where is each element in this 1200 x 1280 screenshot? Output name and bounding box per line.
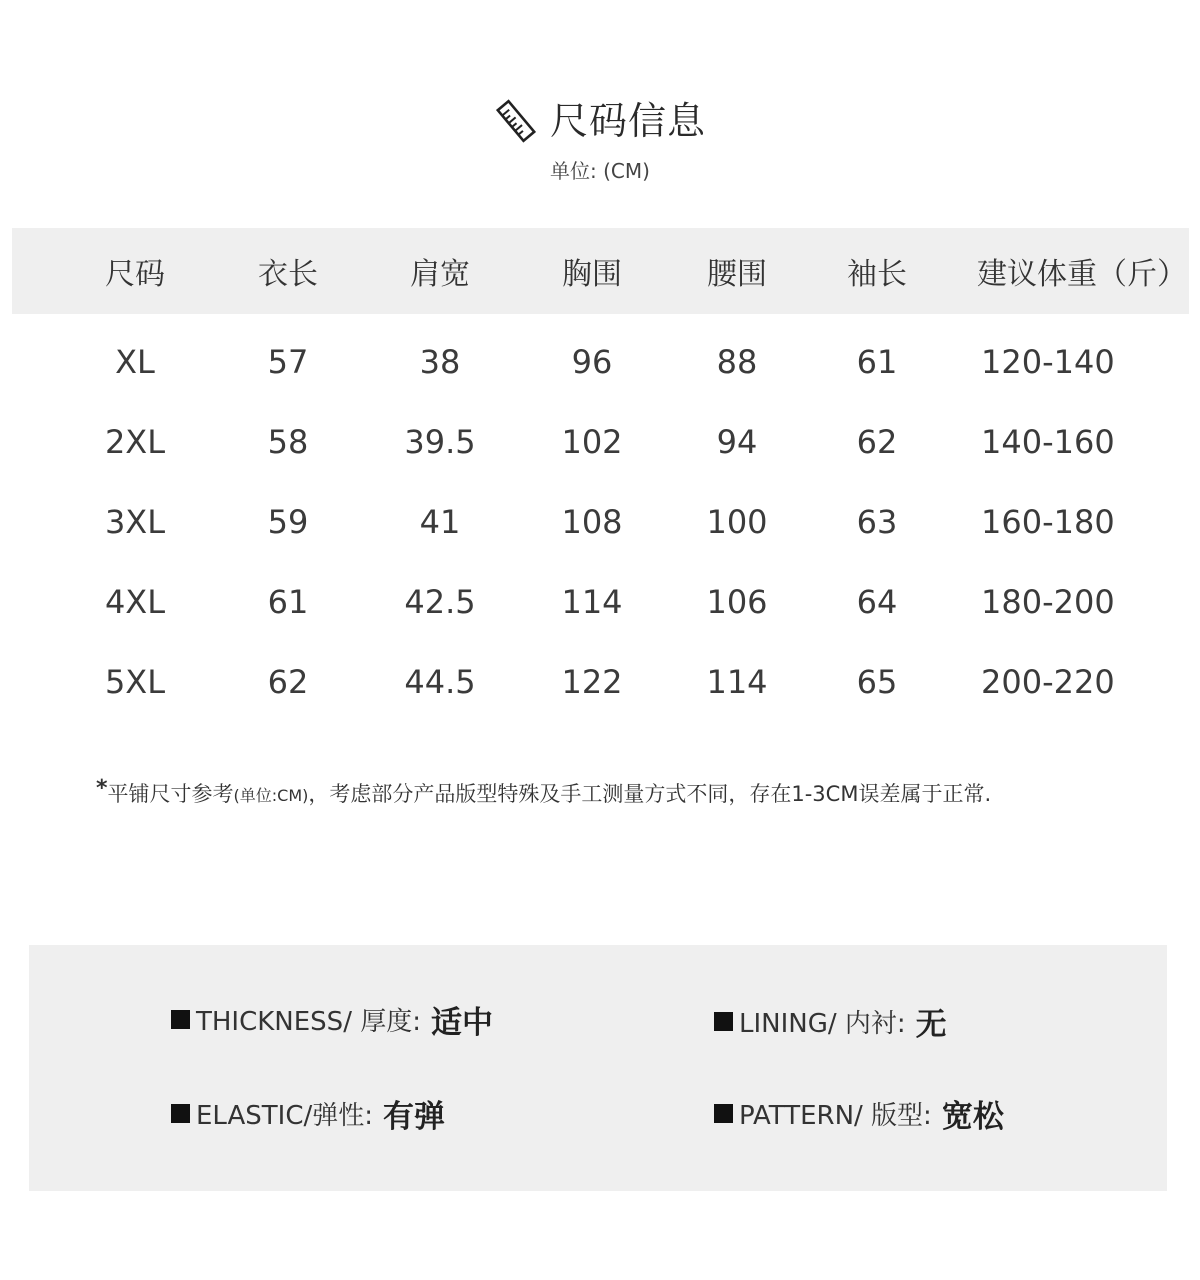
table-row (12, 642, 1189, 722)
header-shoulder: 肩宽 (410, 257, 470, 292)
table-cell: 61 (856, 343, 898, 381)
header-size: 尺码 (105, 257, 165, 292)
size-table (12, 228, 1189, 722)
table-cell: 140-160 (981, 423, 1115, 461)
property-label: PATTERN/ 版型: (739, 1101, 932, 1131)
table-body (12, 322, 1189, 722)
table-cell: 102 (561, 423, 623, 461)
properties-panel (29, 945, 1167, 1191)
table-row (12, 322, 1189, 402)
asterisk: * (96, 776, 108, 801)
property-value: 无 (915, 1007, 947, 1043)
property-value: 适中 (430, 1005, 493, 1041)
table-cell: 114 (706, 663, 768, 701)
note-text-2: ，考虑部分产品版型特殊及手工测量方式不同，存在1-3CM误差属于正常. (308, 782, 992, 806)
table-cell: 120-140 (981, 343, 1115, 381)
header-weight: 建议体重（斤） (977, 257, 1187, 292)
measurement-note (96, 776, 1146, 808)
property-value: 有弹 (383, 1099, 446, 1135)
table-cell: 94 (716, 423, 758, 461)
table-cell: 61 (267, 583, 309, 621)
page-title: 尺码信息 (549, 99, 706, 143)
table-row (12, 482, 1189, 562)
table-cell: 4XL (104, 583, 166, 621)
note-unit: (单位:CM) (233, 786, 309, 805)
table-header-row (12, 228, 1189, 314)
table-cell: 62 (267, 663, 309, 701)
property-lining (714, 999, 947, 1044)
table-cell: 108 (561, 503, 623, 541)
table-cell: 96 (571, 343, 613, 381)
square-bullet-icon (714, 1104, 733, 1123)
table-cell: 39.5 (404, 423, 476, 461)
table-cell: 42.5 (404, 583, 476, 621)
ruler-icon (494, 99, 538, 143)
property-elastic (171, 1091, 445, 1136)
table-cell: 180-200 (981, 583, 1115, 621)
table-cell: 200-220 (981, 663, 1115, 701)
table-cell: XL (115, 343, 155, 381)
table-row (12, 402, 1189, 482)
header-waist: 腰围 (707, 257, 767, 292)
table-cell: 106 (706, 583, 768, 621)
table-cell: 64 (856, 583, 898, 621)
table-row (12, 562, 1189, 642)
property-pattern (714, 1091, 1004, 1136)
table-cell: 3XL (104, 503, 166, 541)
table-cell: 88 (716, 343, 758, 381)
header-chest: 胸围 (562, 257, 622, 292)
square-bullet-icon (171, 1010, 190, 1029)
square-bullet-icon (171, 1104, 190, 1123)
table-cell: 100 (706, 503, 768, 541)
property-value: 宽松 (941, 1099, 1004, 1135)
unit-label: 单位: (CM) (550, 159, 650, 183)
header-sleeve: 袖长 (847, 257, 907, 292)
table-cell: 2XL (104, 423, 166, 461)
table-cell: 122 (561, 663, 623, 701)
property-thickness (171, 997, 493, 1042)
table-cell: 62 (856, 423, 898, 461)
table-cell: 41 (419, 503, 461, 541)
square-bullet-icon (714, 1012, 733, 1031)
table-cell: 114 (561, 583, 623, 621)
table-cell: 5XL (104, 663, 166, 701)
table-cell: 63 (856, 503, 898, 541)
table-cell: 59 (267, 503, 309, 541)
table-cell: 160-180 (981, 503, 1115, 541)
note-text-1: 平铺尺寸参考 (107, 782, 234, 806)
property-label: LINING/ 内衬: (739, 1009, 906, 1039)
title-row (494, 96, 706, 146)
table-cell: 65 (856, 663, 898, 701)
table-cell: 58 (267, 423, 309, 461)
property-label: ELASTIC/弹性: (196, 1101, 374, 1131)
size-info-header (0, 96, 1200, 184)
header-length: 衣长 (258, 257, 318, 292)
table-cell: 38 (419, 343, 461, 381)
table-cell: 44.5 (404, 663, 476, 701)
table-cell: 57 (267, 343, 309, 381)
property-label: THICKNESS/ 厚度: (196, 1007, 421, 1037)
